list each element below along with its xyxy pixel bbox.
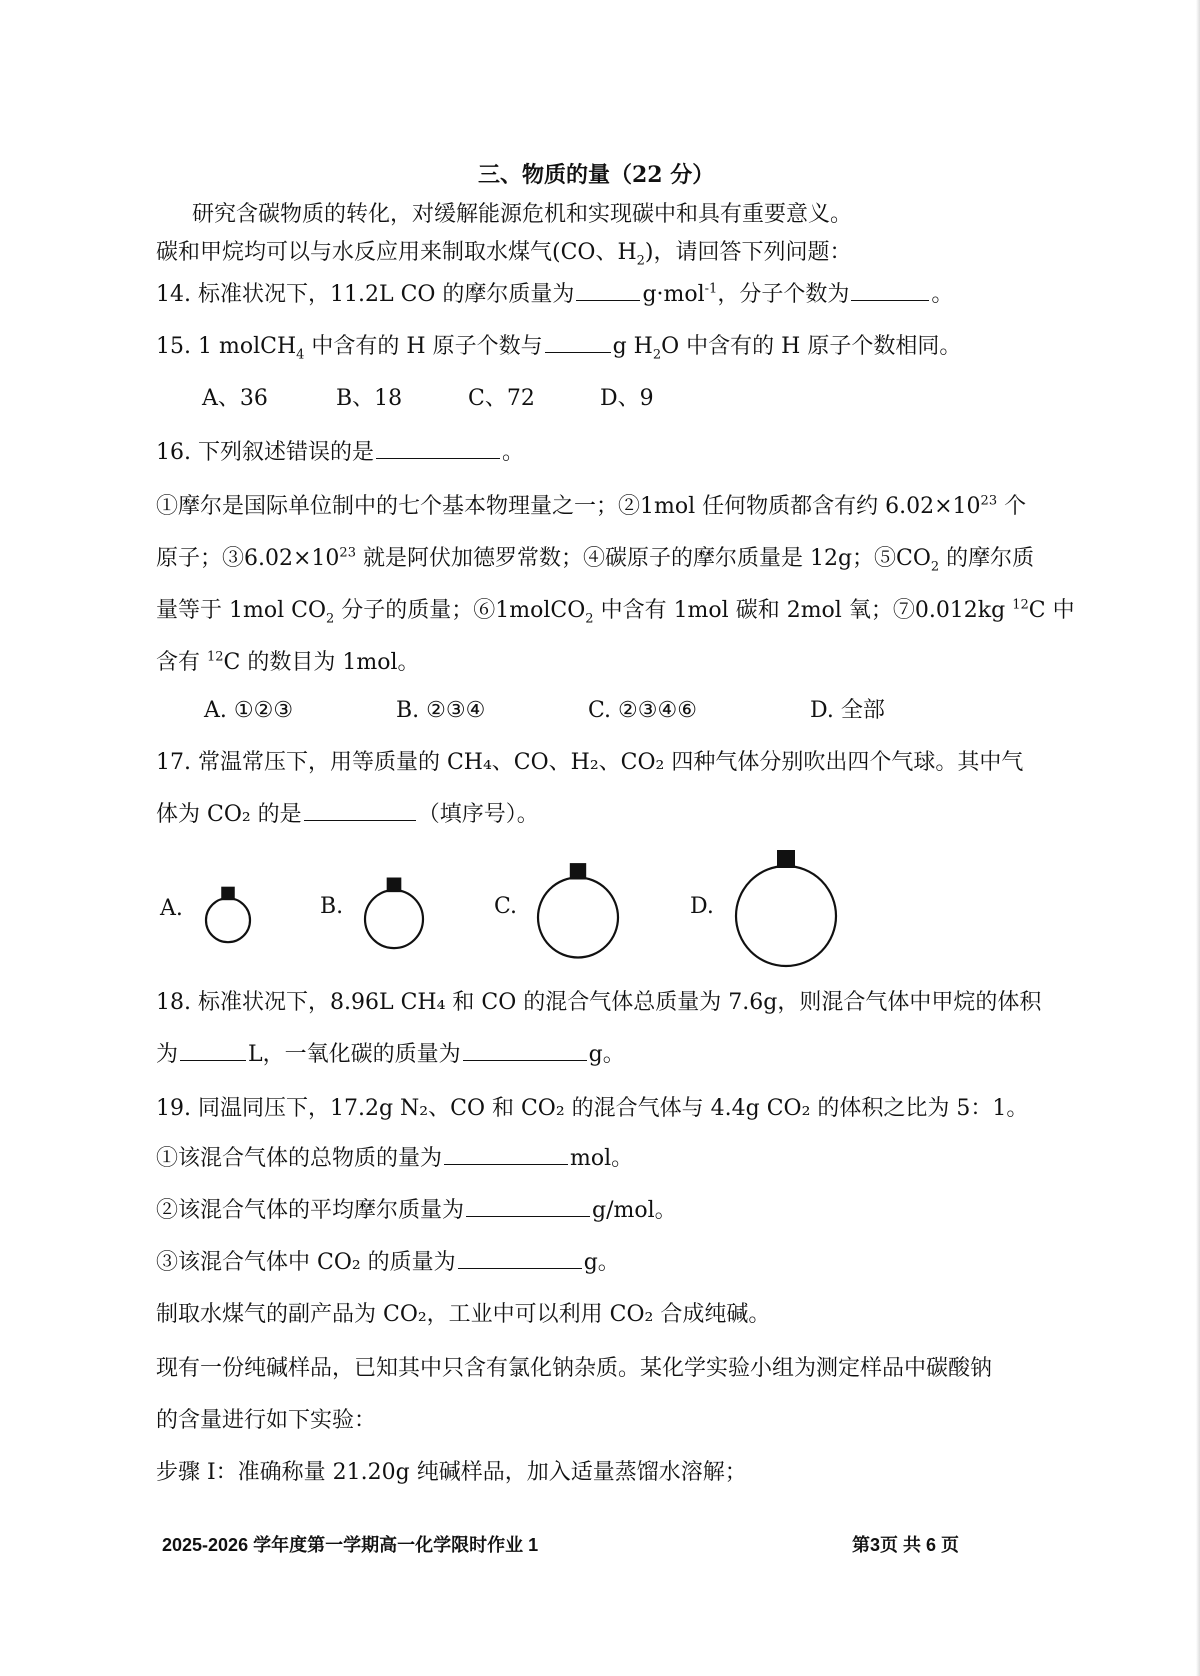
balloon-label-d: D. xyxy=(690,894,714,919)
balloon-label-a: A. xyxy=(160,896,183,921)
balloon-b xyxy=(365,890,423,948)
balloon-knot-a xyxy=(221,887,235,901)
question-14: 14. 标准状况下，11.2L CO 的摩尔质量为 g·mol$^{-1}$，分子个数为 。 xyxy=(156,281,954,307)
answer-blank-18b[interactable] xyxy=(463,1040,587,1061)
footer-course: 2025-2026 学年度第一学期高一化学限时作业 1 xyxy=(162,1535,539,1555)
page-edge-shadow xyxy=(1196,0,1200,1676)
question-17-line-1: 17. 常温常压下，用等质量的 CH₄、CO、H₂、CO₂ 四种气体分别吹出四个气球。其中气 xyxy=(156,750,1024,775)
q16-option-a: A. ①②③ xyxy=(204,698,294,723)
q16-option-c: C. ②③④⑥ xyxy=(588,698,697,723)
answer-blank-19-3[interactable] xyxy=(458,1248,582,1269)
answer-blank-19-2[interactable] xyxy=(466,1196,590,1217)
question-19: 19. 同温同压下，17.2g N₂、CO 和 CO₂ 的混合气体与 4.4g CO₂ 的体积之比为 5：1。 xyxy=(156,1096,1029,1121)
q16-option-d: D. 全部 xyxy=(810,698,885,723)
question-18-line-2: 为 L，一氧化碳的质量为 g。 xyxy=(156,1042,625,1067)
paragraph-sample-line-2: 的含量进行如下实验： xyxy=(156,1408,377,1433)
balloon-knot-c xyxy=(570,863,586,879)
balloon-label-b: B. xyxy=(320,894,344,919)
answer-blank-14a[interactable] xyxy=(576,280,640,301)
balloon-figure xyxy=(0,840,1200,980)
q16-statement-line-4: 含有 $^{12}$C 的数目为 1mol。 xyxy=(156,649,420,675)
question-16: 16. 下列叙述错误的是 。 xyxy=(156,440,524,465)
answer-blank-18a[interactable] xyxy=(180,1040,246,1061)
balloon-knot-b xyxy=(387,878,402,893)
intro-line-1: 研究含碳物质的转化，对缓解能源危机和实现碳中和具有重要意义。 xyxy=(192,202,853,227)
q15-option-a: A、36 xyxy=(202,386,268,411)
answer-blank-16[interactable] xyxy=(376,438,500,459)
step-1: 步骤 I：准确称量 21.20g 纯碱样品，加入适量蒸馏水溶解； xyxy=(156,1460,747,1485)
intro-line-2: 碳和甲烷均可以与水反应用来制取水煤气(CO、$H_2$)，请回答下列问题： xyxy=(156,240,852,269)
balloon-knot-d xyxy=(777,850,795,868)
q15-option-d: D、9 xyxy=(600,386,654,411)
q16-option-b: B. ②③④ xyxy=(396,698,486,723)
question-18-line-1: 18. 标准状况下，8.96L CH₄ 和 CO 的混合气体总质量为 7.6g，则混合气体中甲烷的体积 xyxy=(156,990,1042,1015)
q19-sub-1: ①该混合气体的总物质的量为 mol。 xyxy=(156,1146,634,1171)
q16-statement-line-3: 量等于 1mol $CO_2$ 分子的质量；⑥1molCO$_2$ 中含有 1mol 碳和 2mol 氧；⑦0.012kg $^{12}$C 中 xyxy=(156,597,1075,627)
answer-blank-14b[interactable] xyxy=(851,280,929,301)
q16-statement-line-1: ①摩尔是国际单位制中的七个基本物理量之一；②1mol 任何物质都含有约 $6.02\times 10^{23}$ 个 xyxy=(156,493,1027,519)
q19-sub-3: ③该混合气体中 CO₂ 的质量为 g。 xyxy=(156,1250,620,1275)
question-15: 15. 1 molCH$_4$ 中含有的 H 原子个数与 g $H_2O$ 中含有的 H 原子个数相同。 xyxy=(156,334,962,363)
q15-option-b: B、18 xyxy=(336,386,403,411)
balloon-a xyxy=(206,898,250,942)
q19-sub-2: ②该混合气体的平均摩尔质量为 g/mol。 xyxy=(156,1198,677,1223)
q15-option-c: C、72 xyxy=(468,386,535,411)
paragraph-sample-line-1: 现有一份纯碱样品，已知其中只含有氯化钠杂质。某化学实验小组为测定样品中碳酸钠 xyxy=(156,1356,993,1381)
question-17-line-2: 体为 CO₂ 的是 （填序号）。 xyxy=(156,802,539,827)
answer-blank-17[interactable] xyxy=(304,800,416,821)
answer-blank-19-1[interactable] xyxy=(444,1144,568,1165)
answer-blank-15[interactable] xyxy=(545,332,611,353)
balloon-d xyxy=(736,866,836,966)
balloon-label-c: C. xyxy=(494,894,518,919)
section-title: 三、物质的量（22 分） xyxy=(478,162,715,188)
balloon-c xyxy=(538,878,618,958)
footer-page-number: 第3页 共 6 页 xyxy=(852,1535,960,1555)
paragraph-byproduct: 制取水煤气的副产品为 CO₂，工业中可以利用 CO₂ 合成纯碱。 xyxy=(156,1302,771,1327)
q16-statement-line-2: 原子；$③6.02\times 10^{23}$ 就是阿伏加德罗常数；④碳原子的摩尔质量是 12g；$⑤CO_2$ 的摩尔质 xyxy=(156,545,1035,575)
